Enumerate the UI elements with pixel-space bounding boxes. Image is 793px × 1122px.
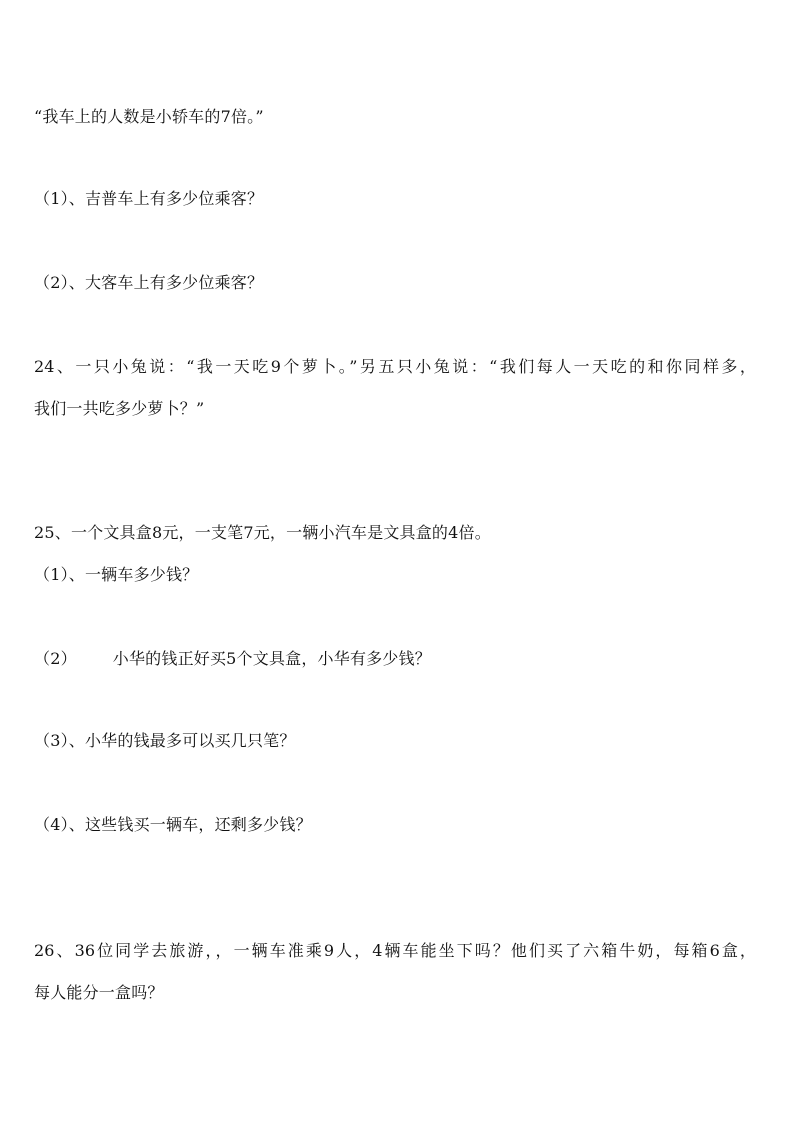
question-23-part-2: （2）、大客车上有多少位乘客？	[34, 273, 264, 292]
question-25-part-2	[34, 649, 431, 669]
question-25-part-3: （3）、小华的钱最多可以买几只笔？	[34, 731, 296, 750]
question-25-part-1: （1）、一辆车多少钱？	[34, 565, 199, 584]
question-26-line-1: 26、36位同学去旅游，，一辆车准乘9人，4辆车能坐下吗？他们买了六箱牛奶，每箱6盒，	[34, 941, 756, 960]
question-24-line-1: 24、一只小兔说：“我一天吃9个萝卜。”另五只小兔说：“我们每人一天吃的和你同样多，	[34, 357, 756, 376]
question-25-part-2-text: 小华的钱正好买5个文具盒，小华有多少钱？	[112, 649, 431, 668]
question-26-line-2: 每人能分一盒吗？	[34, 983, 164, 1002]
question-25-line-1: 25、一个文具盒8元，一支笔7元，一辆小汽车是文具盒的4倍。	[34, 523, 491, 542]
question-25-part-4: （4）、这些钱买一辆车，还剩多少钱？	[34, 815, 312, 834]
quote-line: “我车上的人数是小轿车的7倍。”	[34, 107, 264, 126]
question-23-part-1: （1）、吉普车上有多少位乘客？	[34, 189, 264, 208]
question-25-part-2-label: （2）	[34, 649, 77, 668]
question-24-line-2: 我们一共吃多少萝卜？”	[34, 399, 205, 418]
